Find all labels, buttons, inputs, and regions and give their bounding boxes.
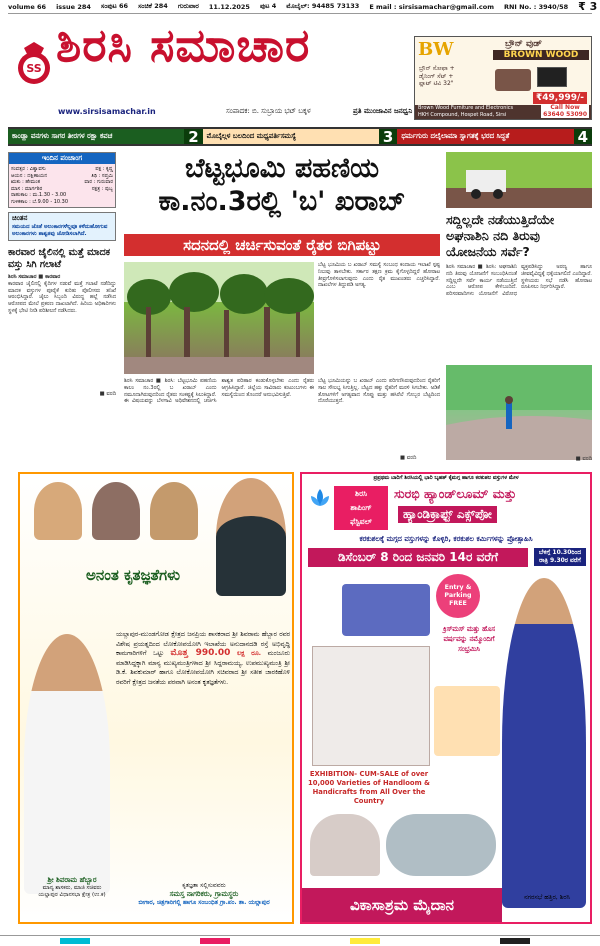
- bw-price: ₹49,999/-: [533, 92, 587, 104]
- left-story-end: ■ ವರದಿ: [99, 390, 116, 397]
- lead-headline[interactable]: [124, 152, 440, 218]
- ticker-item[interactable]: [8, 129, 184, 144]
- mla-photo: [24, 634, 110, 894]
- leader-photo-2: [92, 482, 140, 540]
- clothes-image: [434, 686, 500, 756]
- panchanga-cell: ಆಯನ : ದಕ್ಷಿಣಾಯನ: [11, 172, 47, 179]
- river-photo: [446, 365, 592, 460]
- ticker-text: ಕಾಂಡ್ಲಾ ವನಗಳು ಸಾಗರ ತೀರಗಳ ರಕ್ಷಾ ಕವಚ: [12, 132, 113, 140]
- issue: issue 284: [56, 2, 91, 11]
- fest-line2: ಶಾಪಿಂಗ್: [350, 503, 372, 512]
- email: E mail : sirsisamachar@gmail.com: [369, 2, 494, 11]
- lead-headline-line2: ಕಾ.ನಂ.3ರಲ್ಲಿ 'ಬ' ಖರಾಬ್: [158, 186, 406, 217]
- model-photo: [502, 578, 586, 908]
- editor-credit: ಸಂಪಾದಕ: ಬಿ. ಸುಬ್ರಾಯ ಭಟ್ ಬಕ್ಕಳ: [226, 107, 311, 115]
- left-story-byline: ಶಿರಸಿ ಸಮಾಚಾರ ■ ಕಾರವಾರ: [8, 274, 61, 280]
- expo-venue-sub: ನಗರಸಭೆ ಹತ್ತಿರ, ಶಿರಸಿ: [524, 894, 570, 901]
- left-story-body: ಕಾರವಾರ ಜೈಲಿನಲ್ಲಿ ಕೈದಿಗಳ ನಡುವೆ ಮತ್ತೆ ಗಲಾಟೆ ನಡೆದಿದ್ದು ಮಾದಕ ವಸ್ತುಗಳ ಪೂರೈಕೆ ಕುರಿತು ಪೊಲೀಸರು ತನಿಖೆ ಆರಂಭಿಸಿದ್ದಾರೆ. ಜೈಲು ಸಿಬ್ಬಂದಿ ವಿರುದ್ಧ ಹಲ್ಲೆ ನಡೆಸಿದ ಆರೋಪದ ಮೇಲೆ ಪ್ರಕರಣ ದಾಖಲಾಗಿದೆ. ಹಿರಿಯ ಅಧಿಕಾರಿಗಳು ಸ್ಥಳಕ್ಕೆ ಭೇಟಿ ನೀಡಿ ಪರಿಶೀಲನೆ ನಡೆಸಿದರು.: [8, 280, 116, 314]
- lead-end: ■ ವರದಿ: [400, 455, 417, 461]
- minister-photo: [216, 478, 286, 596]
- right-story-end: ■ ವರದಿ: [575, 456, 592, 462]
- mobile: ಮೊಬೈಲ್: 94485 73133: [286, 2, 360, 10]
- lead-col3: ಬೆಟ್ಟ ಭೂಮಿಯನ್ನು ಬ ಖರಾಬ್ ಎಂದು ಪರಿಗಣಿಸಿರುವುದರಿಂದ ರೈತರಿಗೆ ಸಾಲ ಸೌಲಭ್ಯ ಸಿಗುತ್ತಿಲ್ಲ. ಬೆಟ್ಟದ ಹಕ್ಕು ರೈತರಿಗೆ ಮರಳಿ ಸಿಗಬೇಕು. ಅಡಿಕೆ ತೋಟಗಳಿಗೆ ಅಗತ್ಯವಾದ ಸೊಪ್ಪು ಮತ್ತು ಹಸಿರೆಲೆ ಗೊಬ್ಬರ ಬೆಟ್ಟದಿಂದ ದೊರೆಯುತ್ತದೆ.: [318, 378, 440, 405]
- lead-col1: ಶಿರಸಿ ಸಮಾಚಾರ ■ ಶಿರಸಿ: ಬೆಟ್ಟಭೂಮಿ ಪಹಣಿಯ ಕಾಲಂ ನಂ.3ರಲ್ಲಿ ಬ ಖರಾಬ್ ಎಂದು ನಮೂದಾಗಿರುವುದರಿಂದ ರೈತರು ಸಂಕಷ್ಟಕ್ಕೆ ಸಿಲುಕಿದ್ದಾರೆ. ಈ ವಿಷಯವನ್ನು ಬೆಳಗಾವಿ ಅಧಿವೇಶನದಲ್ಲಿ ಚರ್ಚಿಸಿ ಶಾಶ್ವತ ಪರಿಹಾರ ಕಂಡುಕೊಳ್ಳಬೇಕು ಎಂದು ರೈತರು ಆಗ್ರಹಿಸಿದ್ದಾರೆ. ಜಿಲ್ಲೆಯ ಸಾವಿರಾರು ಕುಟುಂಬಗಳು ಈ ಸಮಸ್ಯೆಯಿಂದ ತೊಂದರೆ ಅನುಭವಿಸುತ್ತಿವೆ.: [124, 378, 314, 405]
- expo-title1: ಸುರಭಿ ಹ್ಯಾಂಡ್‌ಲೂಮ್ ಮತ್ತು: [394, 486, 517, 501]
- bw-monogram: BW: [418, 39, 454, 60]
- sofa-icon: [495, 69, 531, 91]
- rahu-text: ರಾಹುಕಾಲ : ಮ.1.30 - 3.00: [11, 192, 67, 198]
- ticker-item[interactable]: [203, 129, 379, 144]
- leader-photo-3: [150, 482, 198, 540]
- mla-role: ಮಾನ್ಯ ಶಾಸಕರು, ಮಾಜಿ ಸಚಿವರು: [42, 885, 102, 891]
- bw-line3: ಫ್ಲಾಟ್ ಟಿವಿ 32": [419, 80, 454, 87]
- gulika: [11, 199, 113, 206]
- ticker-text: ಧರ್ಮಗುರು ದಲೈಲಾಮಾ ಸ್ವಾಗತಕ್ಕೆ ಭರದ ಸಿದ್ಧತೆ: [401, 132, 510, 140]
- samputa: ಸಂಪುಟ 66: [100, 2, 129, 10]
- expo-subline: ಕರಕುಶಲಕ್ಕೆ ಮಗ್ಗದ ವಸ್ತುಗಳನ್ನು ಕೊಳ್ಳಿರಿ, ಕರಕುಶಲ ಕರ್ಮಿಗಳನ್ನು ಪ್ರೋತ್ಸಾಹಿಸಿ: [359, 535, 533, 543]
- newspaper-logo-icon: [16, 40, 52, 94]
- headline-ticker: [8, 127, 592, 146]
- bw-kn: ಬ್ರೌನ್ ವುಡ್: [505, 39, 542, 49]
- masthead-title: ಶಿರಸಿ ಸಮಾಚಾರ: [56, 18, 311, 72]
- lotus-icon: [308, 486, 332, 510]
- brown-wood-ad[interactable]: [414, 36, 592, 120]
- guli-text: ಗುಳಿಕಕಾಲ : ಬೆ.9.00 - 10.30: [11, 198, 69, 205]
- pottery-image: [310, 814, 380, 876]
- handloom-expo-ad[interactable]: [300, 472, 592, 924]
- truck-photo-icon: [446, 152, 592, 208]
- ad-left-amount: ಮೊತ್ತ 990.00: [170, 648, 231, 658]
- lead-headline-line1: ಬೆಟ್ಟಭೂಮಿ ಪಹಣಿಯ: [184, 153, 380, 184]
- ticker-item[interactable]: [397, 129, 573, 144]
- right-photo: [446, 152, 592, 208]
- ticker-page-num: 4: [574, 129, 592, 144]
- left-column: [8, 152, 116, 398]
- fest-line1: ಶಿರಸಿ: [354, 489, 368, 498]
- volume: volume 66: [8, 2, 47, 11]
- right-story-body: ಶಿರಸಿ ಸಮಾಚಾರ ■ ಶಿರಸಿ: ಅಘನಾಶಿನಿ ನದಿ ತಿರುವು ಯೋಜನೆಗೆ ಸಂಬಂಧಿಸಿದಂತೆ ಸದ್ದಿಲ್ಲದೇ ಸರ್ವೆ ಕಾರ್ಯ ನಡೆಯುತ್ತಿದೆ ಎಂಬ ಆರೋಪ ಕೇಳಿಬಂದಿದೆ. ಪರಿಸರವಾದಿಗಳು ಯೋಜನೆಗೆ ವಿರೋಧ ವ್ಯಕ್ತಪಡಿಸಿದ್ದು ಅರಣ್ಯ ಹಾಗೂ ಜೀವವೈವಿಧ್ಯಕ್ಕೆ ಧಕ್ಕೆಯಾಗಲಿದೆ ಎಂದಿದ್ದಾರೆ. ಸ್ಥಳೀಯರು ಸಭೆ ನಡೆಸಿ ಹೋರಾಟ ರೂಪಿಸಲು ನಿರ್ಧರಿಸಿದ್ದಾರೆ.: [446, 264, 592, 298]
- panchanga-cell: ವಾರ : ಗುರುವಾರ: [84, 179, 113, 185]
- panchanga-cell: ತಿಥಿ : ಸಪ್ತಮಿ: [91, 172, 113, 179]
- ad-left-unit: ಲಕ್ಷ ರೂ.: [236, 650, 262, 657]
- panchanga-cell: ಋತು : ಹೇಮಂತ: [11, 179, 41, 185]
- expo-topline: ಪ್ರಪ್ರಥಮ ಬಾರಿಗೆ ಶಿರಸಿಯಲ್ಲಿ ಭಾರಿ ಬೃಹತ್ ಕೈಮಗ್ಗ ಹಾಗೂ ಕರಕುಶಲ ವಸ್ತುಗಳ ಮೇಳ: [373, 475, 519, 481]
- lead-col2: ಬೆಟ್ಟ ಭೂಮಿಯ ಬ ಖರಾಬ್ ಸಮಸ್ಯೆ ಸಂಬಂಧ ಕಂದಾಯ ಇಲಾಖೆ ಸ್ಪಷ್ಟ ನಿಲುವು ತಾಳಬೇಕು. ಸರ್ಕಾರ ತಕ್ಷಣ ಕ್ರಮ ಕೈಗೊಳ್ಳದಿದ್ದರೆ ಹೋರಾಟ ತೀವ್ರಗೊಳಿಸಲಾಗುವುದು ಎಂದು ರೈತ ಮುಖಂಡರು ಎಚ್ಚರಿಸಿದ್ದಾರೆ. ದಾಖಲೆಗಳ ತಿದ್ದುಪಡಿ ಅಗತ್ಯ.: [318, 262, 440, 289]
- expo-dates: ಡಿಸೆಂಬರ್ 8 ರಿಂದ ಜನವರಿ 14ರ ವರೆಗೆ: [308, 548, 528, 567]
- entry-free-badge: Entry & Parking FREE: [436, 574, 480, 618]
- panchanga-box: [8, 152, 116, 208]
- ticker-page-num: 2: [184, 129, 202, 144]
- ticker-page-num: 3: [379, 129, 397, 144]
- expo-venue: ವಿಕಾಸಾಶ್ರಮ ಮೈದಾನ: [302, 888, 502, 922]
- ad-left-footer2: ಸಮಸ್ತ ನಾಗರಿಕರು, ಗ್ರಾಮಸ್ಥರು: [169, 890, 239, 898]
- expo-time: ಬೆಳಿಗ್ಗೆ 10.30ರಿಂದ ರಾತ್ರಿ 9.30ರ ವರೆಗೆ: [534, 548, 586, 566]
- print-registration-strip: [0, 932, 600, 946]
- pages: ಪುಟ 4: [259, 2, 277, 10]
- panchanga-cell: ಸಂವತ್ಸರ : ವಿಶ್ವಾವಸು: [11, 166, 46, 172]
- thought-text: ಸಮಯದ ಜೊತೆ ಅಲಂಕಾರಗಳೆಲ್ಲವೂ ಕಳೆದುಹೋಗುವ ಅಲಂಕಾರಗಳು ಶಾಶ್ವತವು ಜೋಡಿಸಲಾಗಿದೆ.: [12, 224, 108, 237]
- tagline: ಪ್ರತಿ ಮುಂಜಾವಿನ ಜನಧ್ವನಿ: [353, 107, 413, 115]
- date: 11.12.2025: [208, 2, 250, 11]
- bw-phone[interactable]: 63640 53090: [543, 111, 587, 118]
- left-story-headline[interactable]: ಕಾರವಾರ ಜೈಲಿನಲ್ಲಿ ಮತ್ತೆ ಮಾದಕ ವಸ್ತು ಸಿಗಿ ಗಲಾಟೆ: [8, 247, 110, 270]
- logo-text: SS: [26, 62, 42, 75]
- bw-line1: ಬ್ರೌನ್ ಸೋಫಾ +: [419, 65, 455, 72]
- forest-photo-icon: [124, 262, 314, 374]
- sanchike: ಸಂಚಿಕೆ 284: [138, 2, 168, 10]
- bw-brand: BROWN WOOD: [493, 50, 589, 60]
- bw-name: Brown Wood Furniture and Electronics: [418, 105, 514, 111]
- mla-name: ಶ್ರೀ ಶಿವರಾಮ ಹೆಬ್ಬಾರ: [47, 876, 97, 884]
- ad-left-footer3: ಬೀಗಾರ, ಚಿತ್ರಗಾರಿಗಲ್ಲಿ ಹಾಗೂ ಸಂಬಂಧಿತ ಗ್ರಾ.ಪಂ. ತಾ. ಯಲ್ಲಾಪುರ: [138, 899, 270, 906]
- expo-title2: ಹ್ಯಾಂಡಿಕ್ರಾಫ್ಟ್ ಎಕ್ಸ್‌ಪೋ: [398, 506, 497, 523]
- mla-place: ಯಲ್ಲಾಪುರ ವಿಧಾನಸಭಾ ಕ್ಷೇತ್ರ (ಉ.ಕ): [38, 892, 106, 898]
- panchanga-cell: ಪಕ್ಷ : ಕೃಷ್ಣ: [95, 166, 113, 172]
- panchanga-cell: ಮಾಸ : ಮಾರ್ಗಶಿರ: [11, 185, 43, 192]
- thought-title: ಚಿಂತನ: [12, 214, 28, 222]
- rni: RNI No. : 3940/58: [503, 2, 569, 11]
- ad-left-title: ಅನಂತ ಕೃತಜ್ಞತೆಗಳು: [86, 566, 181, 584]
- mla-thanks-ad[interactable]: [18, 472, 294, 924]
- cushion-image: [342, 584, 430, 636]
- road-photo-icon: [446, 365, 592, 460]
- ad-left-body: ಯಲ್ಲಾಪುರ-ಮುಂಡಗೋಡ ಕ್ಷೇತ್ರದ ಜನಪ್ರಿಯ ಶಾಸಕರಾದ ಶ್ರೀ ಶಿವರಾಮ ಹೆಬ್ಬಾರ ರವರ ವಿಶೇಷ ಪ್ರಯತ್ನದಿಂದ ಲೋಕೋಪಯೋಗಿ ಇಲಾಖೆಯ ಅನುದಾನದಡಿ ರಸ್ತೆ ಅಭಿವೃದ್ಧಿ ಕಾಮಗಾರಿಗಳಿಗೆ ಒಟ್ಟು: [116, 631, 290, 657]
- ad-left-footer1: ಕೃತಜ್ಞತಾ ಸಲ್ಲಿಸುವವರು: [182, 882, 226, 889]
- mat-image: [386, 814, 496, 876]
- price: ₹ 3: [578, 0, 598, 13]
- expo-desc: EXHIBITION- CUM-SALE of over 10,000 Varieties of Handloom & Handicrafts from All Over the Country: [308, 770, 430, 805]
- ad-left-body2: ಮಂಜೂರು ಮಾಡಿಸಿದ್ದಕ್ಕಾಗಿ ಮಾನ್ಯ ಮುಖ್ಯಮಂತ್ರಿಗಳಾದ ಶ್ರೀ ಸಿದ್ದರಾಮಯ್ಯ, ಉಪಮುಖ್ಯಮಂತ್ರಿ ಶ್ರೀ ಡಿ.ಕೆ. ಶಿವಕುಮಾರ್ ಹಾಗೂ ಲೋಕೋಪಯೋಗಿ ಸಚಿವರಾದ ಶ್ರೀ ಸತೀಶ ಜಾರಕಿಹೊಳಿ ರವರಿಗೆ ಕ್ಷೇತ್ರದ ಜನತೆಯ ಪರವಾಗಿ ಅನಂತ ಕೃತಜ್ಞತೆಗಳು.: [116, 650, 290, 686]
- issue-info-bar: [8, 0, 598, 14]
- right-story-headline[interactable]: ಸದ್ದಿಲ್ಲದೇ ನಡೆಯುತ್ತಿದೆಯೇ ಅಘನಾಶಿನಿ ನದಿ ತಿರುವು ಯೋಜನೆಯ ಸರ್ವೆ?: [446, 212, 555, 259]
- lead-subheadline: ಸದನದಲ್ಲಿ ಚರ್ಚಿಸುವಂತೆ ರೈತರ ಬಿಗಿಪಟ್ಟು: [124, 234, 440, 256]
- bw-call-label: Call Now: [550, 104, 580, 111]
- website-link[interactable]: www.sirsisamachar.in: [58, 107, 156, 116]
- day: ಗುರುವಾರ: [177, 2, 199, 10]
- panchanga-title: ಇಂದಿನ ಪಂಚಾಂಗ: [9, 153, 115, 164]
- xmas-text: ಕ್ರಿಸ್‌ಮಸ್ ಮತ್ತು ಹೊಸ ವರ್ಷವನ್ನು ನಮ್ಮೊಂದಿಗೆ ಸಂಭ್ರಮಿಸಿ: [442, 625, 496, 653]
- ticker-text: ಮೊಬೈಲ್ಗಳ ಬಲದಿಂದ ಮಧ್ಯವರ್ತಿಸಮಸ್ಯೆ: [206, 132, 297, 140]
- panchanga-cell: ನಕ್ಷತ್ರ : ಪುಬ್ಬ: [91, 185, 113, 192]
- leader-photo-1: [34, 482, 82, 540]
- fest-line3: ಫೆಸ್ಟಿವಲ್: [350, 517, 372, 526]
- lead-photo: [124, 262, 314, 374]
- bw-line2: ಡೈನಿಂಗ್ ಸೆಟ್ +: [419, 72, 454, 80]
- sofa-image: [312, 646, 430, 766]
- bw-addr: HKH Compound, Hospet Road, Sirsi: [418, 112, 507, 118]
- thought-box: [8, 212, 116, 241]
- tv-icon: [537, 67, 567, 87]
